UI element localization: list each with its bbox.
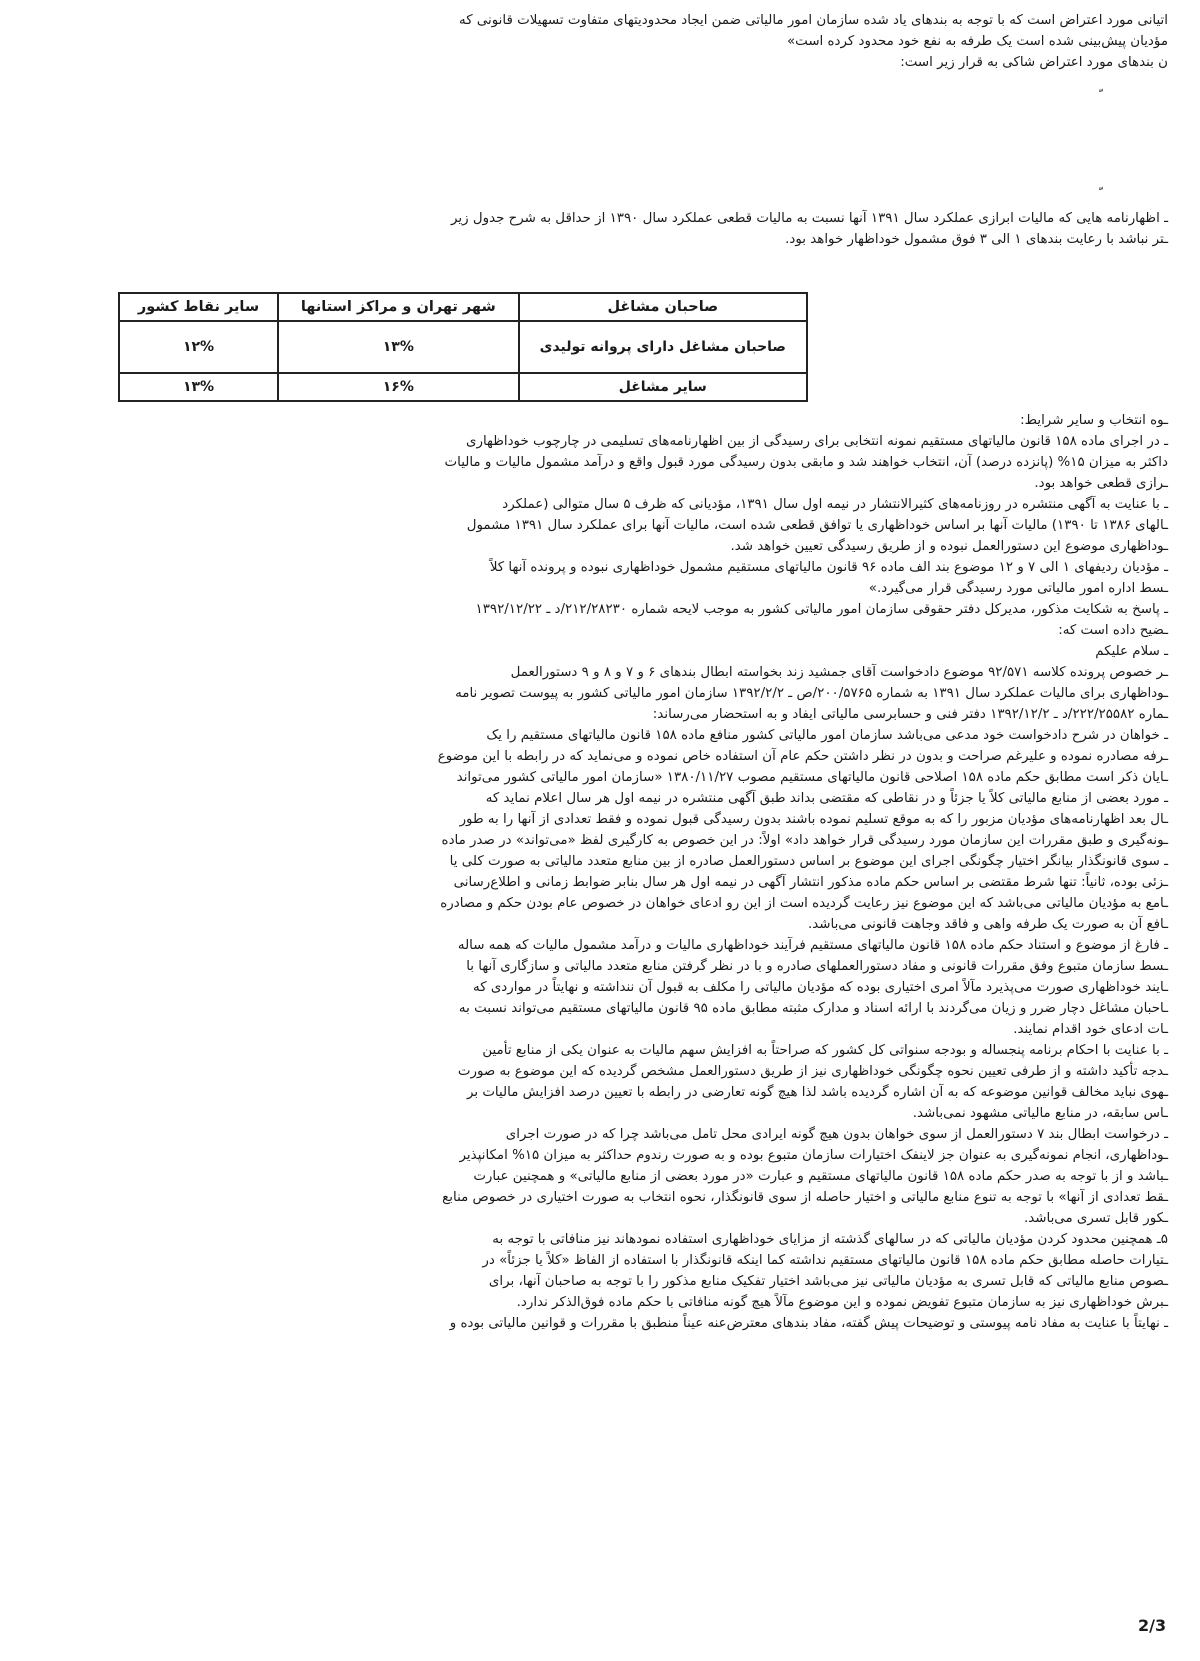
paragraph-line: ـباشد و از با توجه به صدر حکم ماده ۱۵۸ قانون مالیاتهای مستقیم و عبارت «در مورد بعضی از منابع مالیاتی» و همچنین عبارت [473,1169,1168,1184]
paragraph-line: ـاس سابقه، در منابع مالیاتی مشهود نمی‌باشد. [912,1106,1168,1121]
paragraph-line: ـبرش خوداظهاری نیز به سازمان متبوع تفویض نموده و این موضوع مآلاً هیچ گونه منافاتی با حکم ماده فوق‌الذکر ندارد. [516,1295,1168,1310]
paragraph-line: ـ خواهان در شرح دادخواست خود مدعی می‌باشد سازمان امور مالیاتی کشور منافع ماده ۱۵۸ قانون مالیاتهای مستقیم را یک [486,728,1168,743]
paragraph-line: ۵ـ همچنین محدود کردن مؤدیان مالیاتی که در سالهای گذشته از مزایای خوداظهاری استفاده نمودهاند نیز منافاتی با توجه به [492,1232,1168,1247]
paragraph-line: ـ با عنایت با احکام برنامه پنجساله و بودجه سنواتی کل کشور که صراحتاً به افزایش سهم مالیات به عنوان یکی از منابع تأمین [482,1043,1168,1058]
intro-text-block [118,208,1168,250]
table-cell: ۱۳% [119,373,278,401]
paragraph-line: ـسط اداره امور مالیاتی مورد رسیدگی قرار می‌گیرد.» [868,581,1168,596]
paragraph-line: ـرفه مصادره نموده و علیرغم صراحت و بدون در نظر داشتن حکم عام آن استفاده خاص نموده و می‌نماید که در رابطه با این موضوع [437,749,1168,764]
paragraph-line: ـ اظهارنامه هایی که مالیات ابرازی عملکرد سال ۱۳۹۱ آنها نسبت به مالیات قطعی عملکرد سال ۱۳۹۰ از حداقل به شرح جدول زیر [451,211,1168,226]
paragraph-line: ـ مؤدیان ردیفهای ۱ الی ۷ و ۱۲ موضوع بند الف ماده ۹۶ قانون مالیاتهای مستقیم مشمول خوداظهاری نبوده و پرونده آنها کلاً [489,560,1168,575]
paragraph-line: ن بندهای مورد اعتراض شاکی به قرار زیر است: [900,55,1168,70]
table-header-cell: سایر نقاط کشور [119,293,278,321]
page-number: 2/3 [1138,1616,1167,1635]
paragraph-line: ـتر نباشد با رعایت بندهای ۱ الی ۳ فوق مشمول خوداظهار خواهد بود. [785,232,1168,247]
paragraph-line: ـقط تعدادی از آنها» با توجه به تنوع منابع مالیاتی و اختیار حاصله از سوی قانونگذار، نحوه انتخاب به صورت اختیاری در خصوص منابع [442,1190,1168,1205]
paragraph-line: ـوداظهاری، انجام نمونه‌گیری به عنوان جز لاینفک اختیارات سازمان متبوع بوده و به صورت رندوم حداکثر به میزان ۱۵% امکانپذیر [459,1148,1168,1163]
header-text-block [118,10,1168,73]
paragraph-line: ـالهای ۱۳۸۶ تا ۱۳۹۰) مالیات آنها بر اساس خوداظهاری یا توافق قطعی شده است، مالیات آنها برای عملکرد سال ۱۳۹۱ مشمول [466,518,1168,533]
table-cell: ۱۲% [119,321,278,373]
paragraph-line: ـهوی نباید مخالف قوانین موضوعه که به آن اشاره گردیده باشد لذا هیچ گونه تعارضی در رابطه با تعیین درصد افزایش مالیات بر [466,1085,1168,1100]
paragraph-line: ـماره ۲۲۲/۲۵۵۸۲/د ـ ۱۳۹۲/۱۲/۲ دفتر فنی و حسابرسی مالیاتی ایفاد و به استحضار می‌رساند: [652,707,1168,722]
paragraph-line: اتیانی مورد اعتراض است که با توجه به بندهای یاد شده سازمان امور مالیاتی ضمن ایجاد محدودیتهای متفاوت تسهیلات قانونی که [459,13,1168,28]
paragraph-line: ـ سوی قانونگذار بیانگر اختیار چگونگی اجرای این موضوع بر اساس دستورالعمل صادره از بین منابع متعدد مالیاتی به صورت کلی یا [449,854,1168,869]
paragraph-line: ـات ادعای خود اقدام نمایند. [1013,1022,1168,1037]
table-cell: صاحبان مشاغل دارای پروانه تولیدی [519,321,807,373]
paragraph-line: ـافع آن به صورت یک طرفه واهی و فاقد وجاهت قانونی می‌باشد. [808,917,1168,932]
table-cell: سایر مشاغل [519,373,807,401]
paragraph-line: ـرازی قطعی خواهد بود. [1034,476,1168,491]
table-row [119,321,807,373]
paragraph-line: مؤدیان پیش‌بینی شده است یک طرفه به نفع خود محدود کرده است» [786,34,1168,49]
paragraph-line: ـ فارغ از موضوع و استناد حکم ماده ۱۵۸ قانون مالیاتهای مستقیم فرآیند خوداظهاری مالیات و درآمد مشمول مالیات که همه ساله [457,938,1168,953]
paragraph-line: ـر خصوص پرونده کلاسه ۹۲/۵۷۱ موضوع دادخواست آقای جمشید زند بخواسته ابطال بندهای ۶ و ۷ و ۸ و ۹ دستورالعمل [510,665,1168,680]
paragraph-line: ـ پاسخ به شکایت مذکور، مدیرکل دفتر حقوقی سازمان امور مالیاتی کشور به موجب لایحه شماره ۲۱۲/۲۸۲۳۰/د ـ ۱۳۹۲/۱۲/۲۲ [475,602,1168,617]
paragraph-line: ـصوص منابع مالیاتی که قابل تسری به مؤدیان مالیاتی نیز می‌باشد اختیار تفکیک منابع مذکور را با توجه به صاحبان آنها، برای [488,1274,1168,1289]
paragraph-line: ـزئی بوده، ثانیاً: تنها شرط مقتضی بر اساس حکم ماده مذکور انتشار آگهی در نیمه اول هر سال بنابر ضوابط زمانی و اطلاع‌رسانی [453,875,1168,890]
paragraph-line: ـضیح داده است که: [1058,623,1168,638]
paragraph-line: داکثر به میزان ۱۵% (پانزده درصد) آن، انتخاب خواهند شد و مابقی بدون رسیدگی مورد قبول واقع و درآمد مشمول مالیات و مالیات [444,455,1168,470]
paragraph-line: ـ با عنایت به آگهی منتشره در روزنامه‌های کثیرالانتشار در نیمه اول سال ۱۳۹۱، مؤدیانی که ظرف ۵ سال متوالی (عملکرد [502,497,1168,512]
paragraph-line: ـ در اجرای ماده ۱۵۸ قانون مالیاتهای مستقیم نمونه انتخابی برای رسیدگی از بین اظهارنامه‌های تسلیمی در چارچوب خوداظهاری [466,434,1168,449]
paragraph-line: ـتیارات حاصله مطابق حکم ماده ۱۵۸ قانون مالیاتهای مستقیم نداشته کما اینکه قانونگذار با استفاده از الفاظ «کلاً یا جزئاً» در [482,1253,1168,1268]
paragraph-line: ـوداظهاری موضوع این دستورالعمل نبوده و از طریق رسیدگی تعیین خواهد شد. [730,539,1168,554]
paragraph-line: ـوداظهاری برای مالیات عملکرد سال ۱۳۹۱ به شماره ۲۰۰/۵۷۶۵/ص ـ ۱۳۹۲/۲/۲ سازمان امور مالیاتی کشور به پیوست تصویر نامه [455,686,1168,701]
table-header-row [119,293,807,321]
table-row [119,373,807,401]
paragraph-line: ـ مورد بعضی از منابع مالیاتی کلاً یا جزئاً و در نقاطی که مقتضی بداند طبق آگهی منتشره در نیمه اول هر سال اعلام نماید که [485,791,1168,806]
paragraph-line: ـایند خوداظهاری صورت می‌پذیرد مآلاً امری اختیاری بوده که مؤدیان مالیاتی را مکلف به قبول آن ننداشته و نهایتاً در مواردی که [473,980,1168,995]
table-cell: ۱۳% [278,321,519,373]
paragraph-line: ـوه انتخاب و سایر شرایط: [1020,413,1168,428]
body-text-block [118,410,1168,1334]
table-header-cell: شهر تهران و مراکز استانها [278,293,519,321]
paragraph-line: ـ سلام علیکم [1095,644,1168,659]
tax-rate-table [118,292,808,402]
paragraph-line: ـ درخواست ابطال بند ۷ دستورالعمل از سوی خواهان بدون هیچ گونه ایرادی محل تامل می‌باشد چرا که در صورت اجرای [505,1127,1168,1142]
paragraph-line: ـامع به مؤدیان مالیاتی می‌باشد که این موضوع نیز رعایت گردیده است از این رو ادعای خواهان در خصوص عام بودن حکم و مصادره [440,896,1168,911]
paragraph-line: ـکور قابل تسری می‌باشد. [1023,1211,1168,1226]
paragraph-line: ـسط سازمان متبوع وفق مقررات قانونی و مفاد دستورالعملهای صادره و با در نظر گرفتن منابع متعدد مالیاتی و سازگاری آنها با [466,959,1168,974]
paragraph-line: ـایان ذکر است مطابق حکم ماده ۱۵۸ اصلاحی قانون مالیاتهای مستقیم مصوب ۱۳۸۰/۱۱/۲۷ «سازمان امور مالیاتی کشور می‌تواند [456,770,1168,785]
table-cell: ۱۶% [278,373,519,401]
paragraph-line: ـاحبان مشاغل دچار ضرر و زیان می‌گردند با ارائه اسناد و مدارک مثبته مطابق ماده ۹۵ قانون مالیاتهای مستقیم می‌تواند نسبت به [458,1001,1168,1016]
paragraph-line: ـونه‌گیری و طبق مقررات این سازمان مورد رسیدگی قرار خواهد داد» اولاً: در این خصوص به کارگیری لفظ «می‌تواند» در صدر ماده [441,833,1168,848]
table-header-cell: صاحبان مشاغل [519,293,807,321]
paragraph-line: ـال بعد اظهارنامه‌های مؤدیان مزبور را که به موقع تسلیم نموده باشند بدون رسیدگی قبول نموده و فقط تعدادی از آنها را به طور [459,812,1168,827]
paragraph-line: ـ نهایتاً با عنایت به مفاد نامه پیوستی و توضیحات پیش گفته، مفاد بندهای معترض‌عنه عیناً منطبق با مقررات و قوانین مالیاتی بوده و [449,1316,1168,1331]
paragraph-line: ـدجه تأکید داشته و از طرفی تعیین نحوه چگونگی خوداظهاری نیز از طریق دستورالعمل مشخص گردیده که این موضوع به صورت [457,1064,1168,1079]
